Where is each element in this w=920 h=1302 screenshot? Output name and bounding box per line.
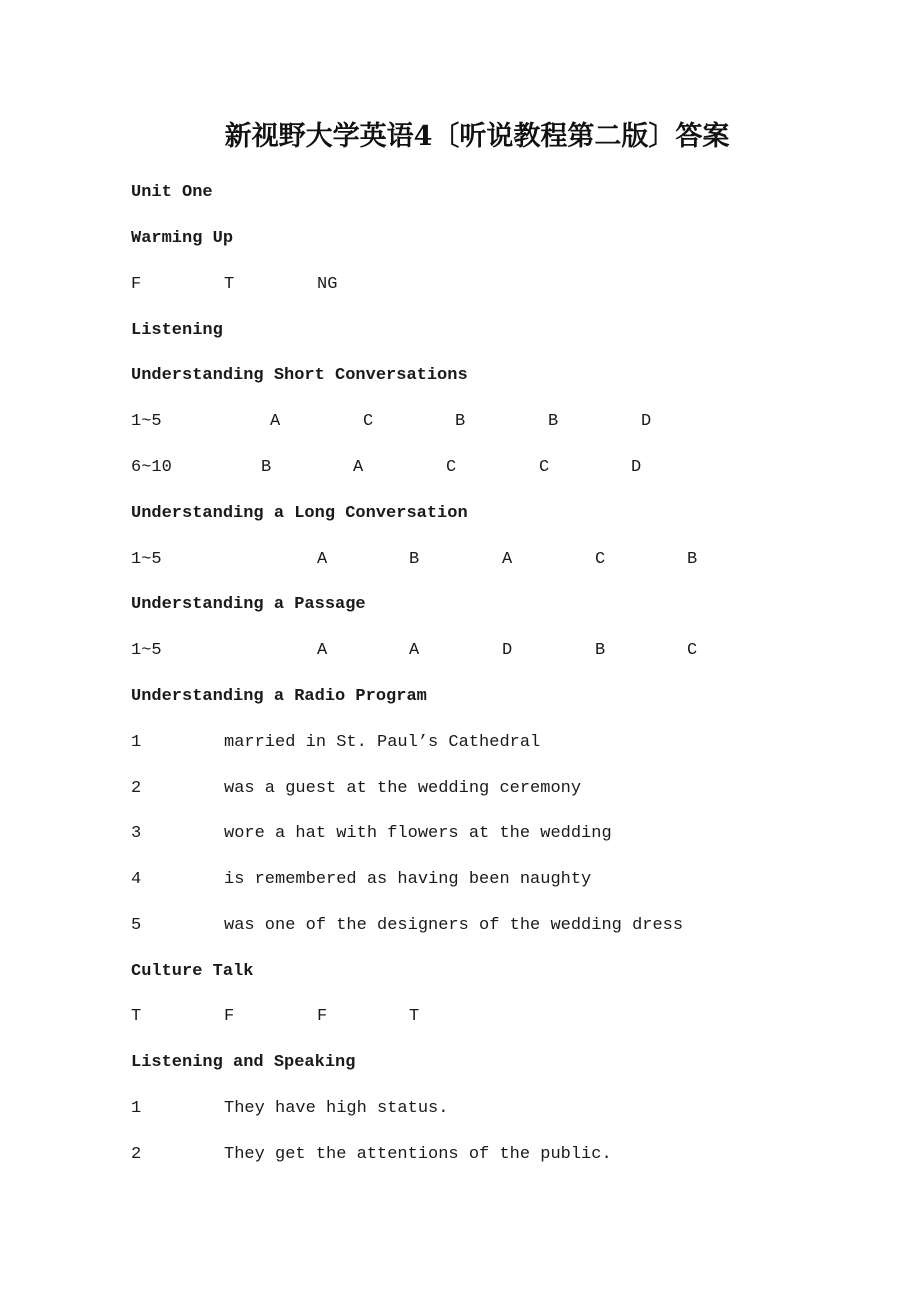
short-conversations-heading: Understanding Short Conversations: [131, 366, 468, 385]
answer: C: [446, 458, 457, 477]
answer: D: [641, 412, 652, 431]
row-label: 6~10: [131, 458, 172, 477]
answer: F: [131, 275, 142, 294]
item-text: wore a hat with flowers at the wedding: [224, 824, 612, 843]
item-number: 1: [131, 1099, 142, 1118]
row-label: 1~5: [131, 412, 162, 431]
item-text: married in St. Paul’s Cathedral: [224, 733, 541, 752]
passage-heading: Understanding a Passage: [131, 595, 366, 614]
answer: B: [409, 550, 420, 569]
item-text: was one of the designers of the wedding dress: [224, 916, 684, 935]
item-number: 4: [131, 870, 142, 889]
answer: C: [363, 412, 374, 431]
item-text: is remembered as having been naughty: [224, 870, 592, 889]
listening-speaking-heading: Listening and Speaking: [131, 1053, 356, 1072]
answer: A: [353, 458, 364, 477]
item-text: They get the attentions of the public.: [224, 1145, 612, 1164]
answer: D: [631, 458, 642, 477]
answer: B: [687, 550, 698, 569]
answer: T: [131, 1007, 142, 1026]
answer: D: [502, 641, 513, 660]
answer: F: [317, 1007, 328, 1026]
answer: A: [317, 550, 328, 569]
warming-up-heading: Warming Up: [131, 229, 234, 248]
answer: A: [409, 641, 420, 660]
answer: B: [548, 412, 559, 431]
answer: B: [455, 412, 466, 431]
answer: C: [539, 458, 550, 477]
answer: B: [261, 458, 272, 477]
answer: T: [224, 275, 235, 294]
answer: C: [687, 641, 698, 660]
listening-heading: Listening: [131, 321, 223, 340]
long-conversation-heading: Understanding a Long Conversation: [131, 504, 468, 523]
item-number: 1: [131, 733, 142, 752]
answer: F: [224, 1007, 235, 1026]
answer: A: [317, 641, 328, 660]
answer: C: [595, 550, 606, 569]
item-text: was a guest at the wedding ceremony: [224, 779, 582, 798]
item-number: 5: [131, 916, 142, 935]
row-label: 1~5: [131, 550, 162, 569]
row-label: 1~5: [131, 641, 162, 660]
radio-program-heading: Understanding a Radio Program: [131, 687, 427, 706]
unit-heading: Unit One: [131, 183, 213, 202]
answer: B: [595, 641, 606, 660]
answer: NG: [317, 275, 338, 294]
answer: A: [502, 550, 513, 569]
culture-talk-heading: Culture Talk: [131, 962, 254, 981]
item-text: They have high status.: [224, 1099, 449, 1118]
document-title: 新视野大学英语4〔听说教程第二版〕答案: [224, 121, 730, 152]
item-number: 2: [131, 1145, 142, 1164]
answer: A: [270, 412, 281, 431]
answer: T: [409, 1007, 420, 1026]
item-number: 3: [131, 824, 142, 843]
item-number: 2: [131, 779, 142, 798]
